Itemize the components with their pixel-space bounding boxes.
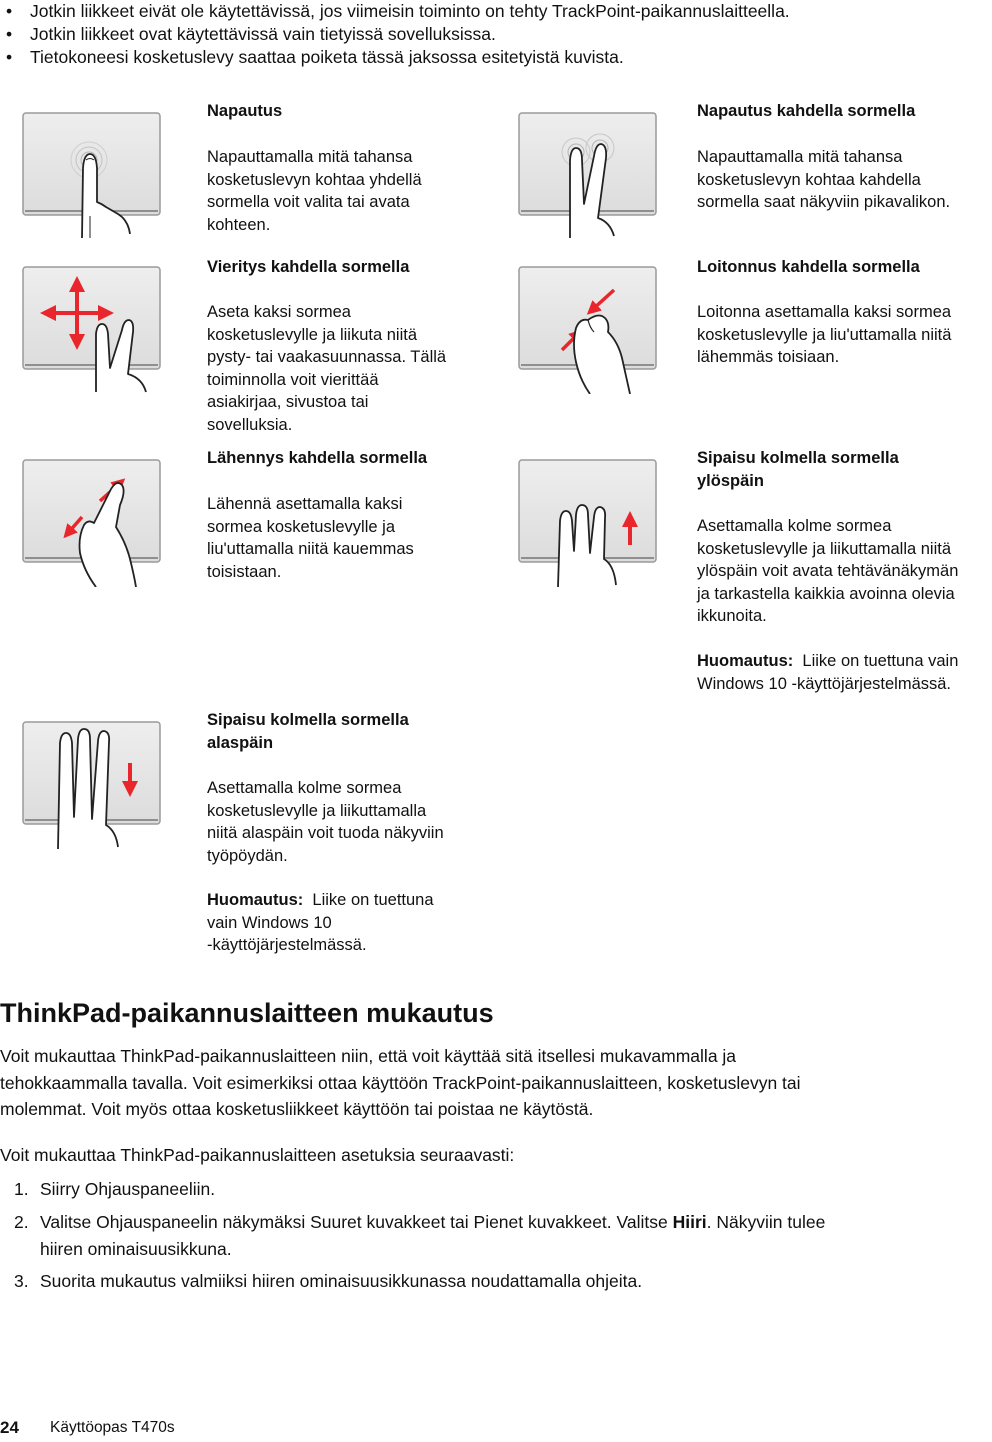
gesture-title: Napautus kahdella sormella [697, 102, 916, 120]
bullet-text: Jotkin liikkeet eivät ole käytettävissä, jos viimeisin toiminto on tehty TrackPoint-paikannuslaitteella. [30, 1, 790, 21]
gesture-description: Napauttamalla mitä tahansa kosketuslevyn kohtaa yhdellä sormella voit valita tai avata kohteen. [207, 148, 422, 234]
gesture-description: Lähennä asettamalla kaksi sormea kosketuslevylle ja liu'uttamalla niitä kauemmas toisistaan. [207, 495, 414, 581]
note-label: Huomautus: [697, 652, 794, 670]
gesture-description: Asettamalla kolme sormea kosketuslevylle ja liikuttamalla niitä alaspäin voit tuoda näkyviin työpöydän. [207, 779, 444, 865]
bullet-text: Jotkin liikkeet ovat käytettävissä vain tietyissä sovelluksissa. [30, 24, 496, 44]
page-number: 24 [0, 1418, 19, 1437]
step-number: 3. [14, 1271, 29, 1291]
step-number: 1. [14, 1179, 29, 1199]
gesture-title: Loitonnus kahdella sormella [697, 258, 920, 276]
bullet-text: Tietokoneesi kosketuslevy saattaa poiketa tässä jaksossa esitetyistä kuvista. [30, 47, 624, 67]
gesture-description: Loitonna asettamalla kaksi sormea kosketuslevylle ja liu'uttamalla niitä lähemmäs toisiaan. [697, 303, 952, 366]
step-text: Suorita mukautus valmiiksi hiiren ominaisuusikkunassa noudattamalla ohjeita. [40, 1271, 643, 1291]
gesture-title: Lähennys kahdella sormella [207, 449, 428, 467]
step-text: Siirry Ohjauspaneeliin. [40, 1179, 216, 1199]
note-label: Huomautus: [207, 891, 304, 909]
two-finger-tap-illustration [518, 108, 658, 240]
section-heading: ThinkPad-paikannuslaitteen mukautus [0, 998, 494, 1028]
gesture-title: Napautus [207, 102, 283, 120]
section-paragraph: Voit mukauttaa ThinkPad-paikannuslaitteen asetuksia seuraavasti: [0, 1145, 515, 1165]
gesture-note: Huomautus: Liike on tuettuna vain Windows 10 -käyttöjärjestelmässä. [697, 652, 959, 693]
page-footer [0, 1418, 175, 1439]
swipe-up-illustration [518, 455, 658, 587]
step-number: 2. [14, 1212, 29, 1232]
swipe-down-illustration [22, 717, 162, 849]
book-title: Käyttöopas T470s [50, 1419, 175, 1436]
scroll-gesture-illustration [22, 262, 162, 394]
gesture-title: Vieritys kahdella sormella [207, 258, 410, 276]
zoom-in-illustration [22, 455, 162, 587]
section-paragraph: Voit mukauttaa ThinkPad-paikannuslaitteen niin, että voit käyttää sitä itsellesi mukavammalla ja tehokkaammalla tavalla. Voit esimerkiksi ottaa käyttöön TrackPoint-paikannuslaitteen, kosketuslevyn tai molemmat. Voit myös ottaa kosketusliikkeet käyttöön tai poistaa ne käytöstä. [0, 1046, 801, 1119]
gesture-title: Sipaisu kolmella sormella alaspäin [207, 711, 409, 752]
tap-gesture-illustration [22, 108, 162, 240]
gesture-title: Sipaisu kolmella sormella ylöspäin [697, 449, 899, 490]
gesture-note: Huomautus: Liike on tuettuna vain Windows 10 -käyttöjärjestelmässä. [207, 891, 434, 954]
zoom-out-illustration [518, 262, 658, 394]
gesture-description: Napauttamalla mitä tahansa kosketuslevyn kohtaa kahdella sormella saat näkyviin pikavalikon. [697, 148, 951, 211]
step-text: Valitse Ohjauspaneelin näkymäksi Suuret kuvakkeet tai Pienet kuvakkeet. Valitse Hiiri. Näkyviin tulee hiiren ominaisuusikkuna. [40, 1212, 826, 1259]
gesture-description: Asettamalla kolme sormea kosketuslevylle ja liikuttamalla niitä ylöspäin voit avata tehtävänäkymän ja tarkastella kaikkia avoinna olevia ikkunoita. [697, 517, 959, 625]
gesture-description: Aseta kaksi sormea kosketuslevylle ja liikuta niitä pysty- tai vaakasuunnassa. Tällä toiminnolla voit vierittää asiakirjaa, sivustoa tai sovelluksia. [207, 303, 447, 434]
